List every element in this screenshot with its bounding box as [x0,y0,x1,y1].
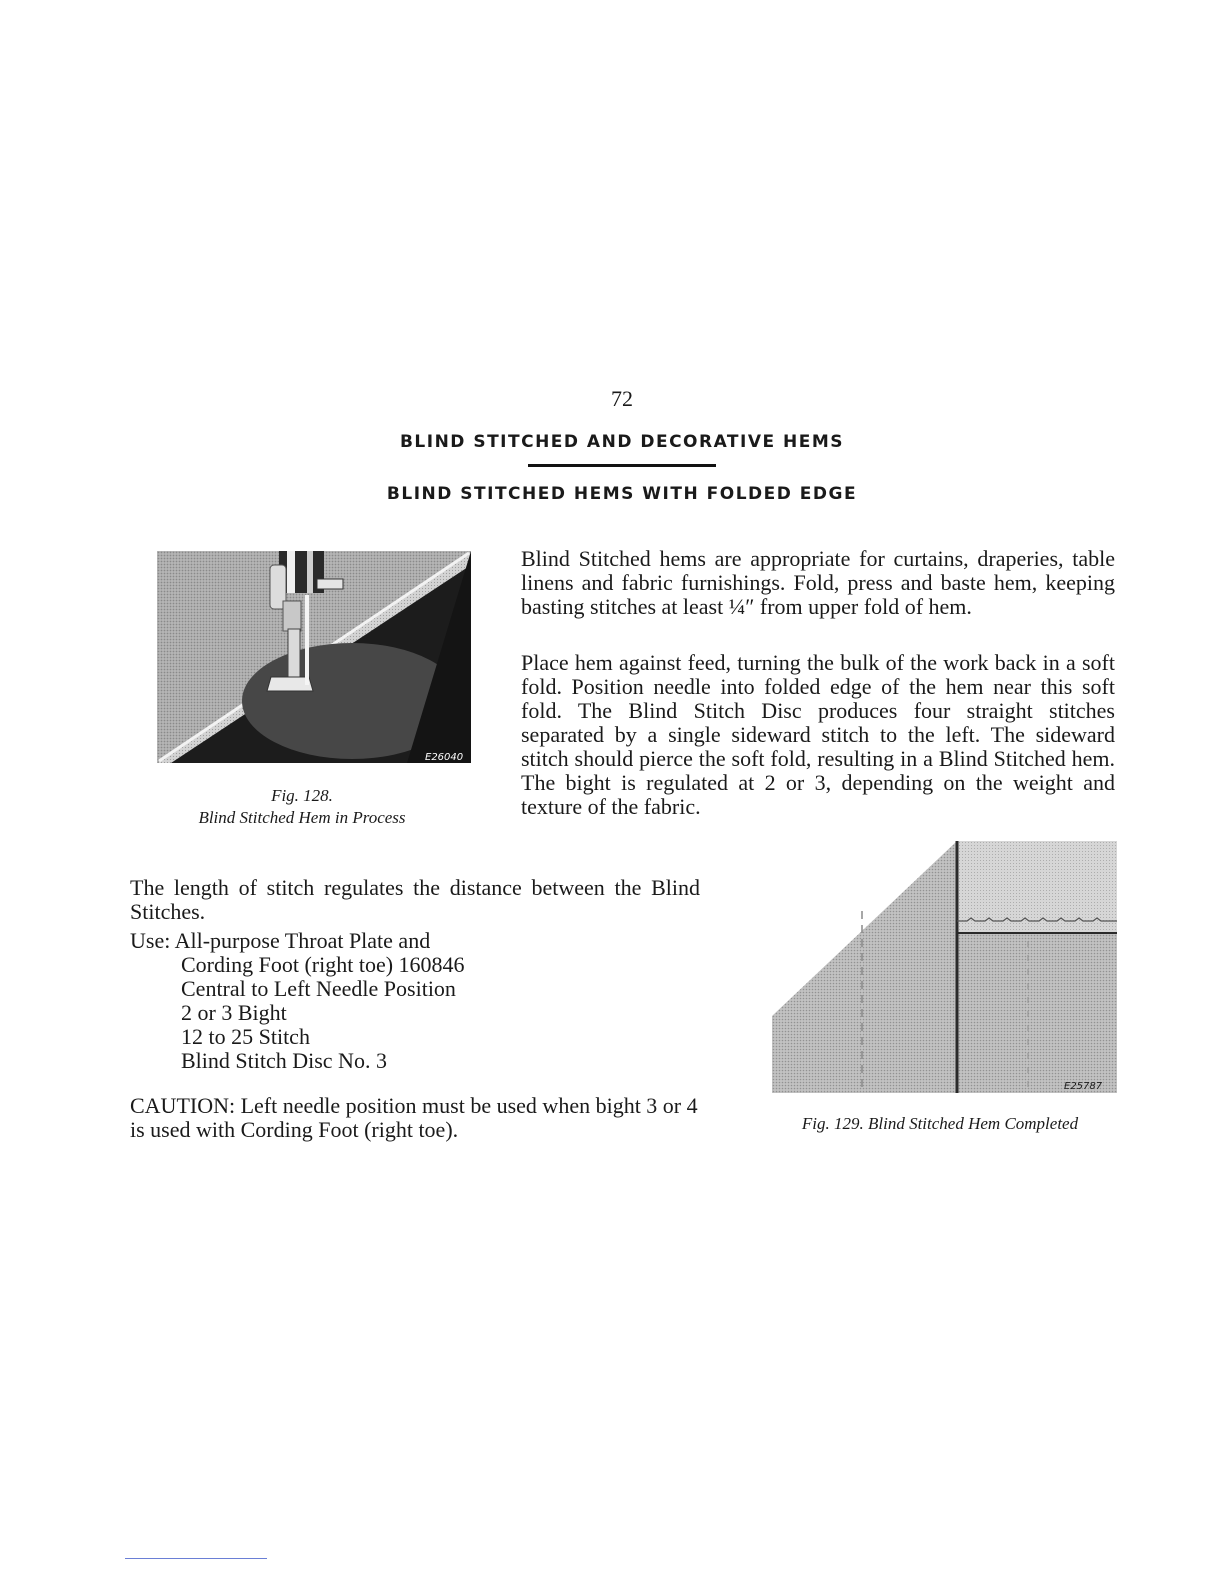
fig-129-caption: Fig. 129. Blind Stitched Hem Completed [801,1114,1079,1133]
use-settings-list [130,929,610,1073]
fig-128-caption-title: Blind Stitched Hem in Process [198,808,406,827]
use-item: 12 to 25 Stitch [181,1024,310,1049]
paragraph-procedure: Place hem against feed, turning the bulk of the work back in a soft fold. Position needle into folded edge of the hem near this soft fold. The Blind Stitch Disc produces four straight stitches separated by a single sideward stitch to the left. The sideward stitch should pierce the soft fold, resulting in a Blind Stitched hem. The bight is regulated at 2 or 3, depending on the weight and texture of the fabric. [521,650,1115,819]
fig-128-caption [157,785,447,829]
fig-129-code: E25787 [1064,1081,1103,1092]
heading-divider [528,464,716,467]
paragraph-uses: Blind Stitched hems are appropriate for curtains, draperies, table linens and fabric furnishings. Fold, press and baste hem, keeping basting stitches at least ¼″ from upper fold of hem. [521,546,1115,619]
use-line: Use: All-purpose Throat Plate and [130,928,431,953]
fig-128-code: E26040 [425,752,464,763]
fig-128-photo [157,551,471,763]
section-heading: BLIND STITCHED AND DECORATIVE HEMS [399,432,845,452]
caution-note: CAUTION: Left needle position must be used when bight 3 or 4 is used with Cording Foot (right toe). [130,1093,698,1142]
footer-rule [125,1558,267,1559]
fig-129-photo [772,841,1117,1093]
fig-128-caption-number: Fig. 128. [271,786,333,805]
use-item: 2 or 3 Bight [181,1000,287,1025]
page-number: 72 [611,386,633,411]
use-item: Cording Foot (right toe) 160846 [181,952,465,977]
use-item: Blind Stitch Disc No. 3 [181,1048,387,1073]
paragraph-stitch-length: The length of stitch regulates the distance between the Blind Stitches. [130,875,700,924]
use-item: Central to Left Needle Position [181,976,456,1001]
section-subheading: BLIND STITCHED HEMS WITH FOLDED EDGE [386,484,858,504]
